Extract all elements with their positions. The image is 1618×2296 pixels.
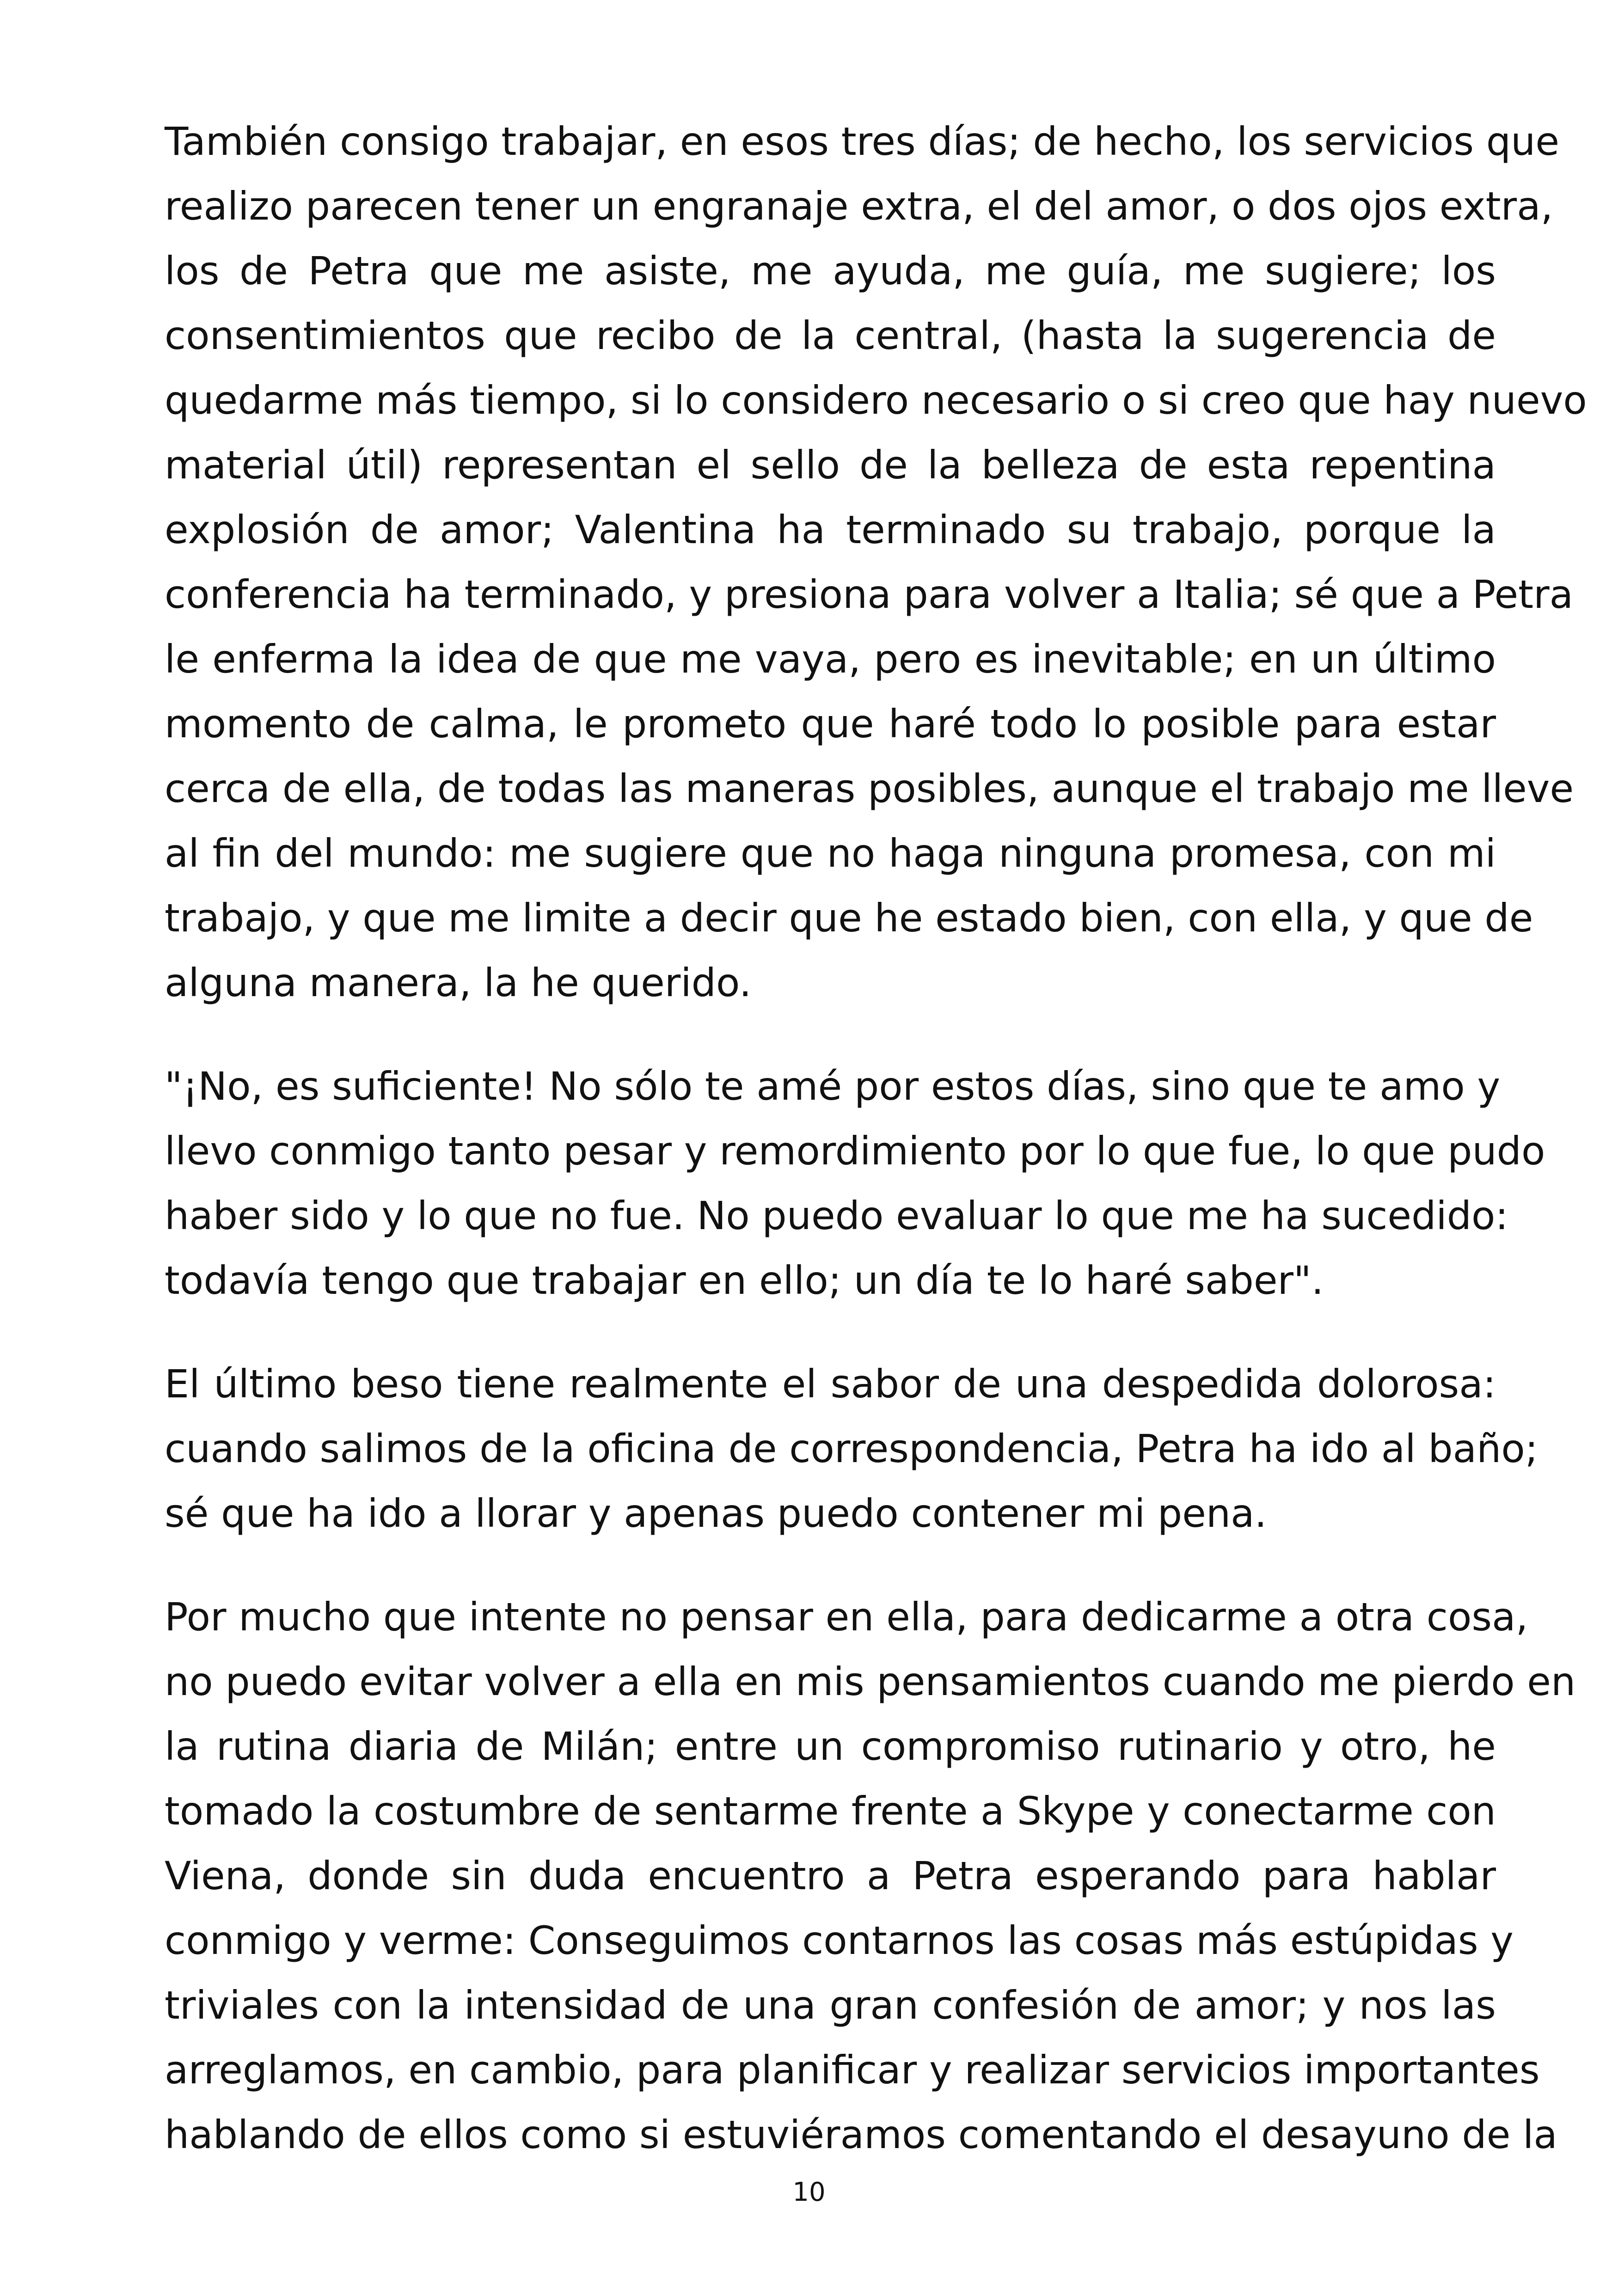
text-line: hablando de ellos como si estuviéramos comentando el desayuno de la [165,2112,1557,2157]
text-line: cuando salimos de la oficina de correspondencia, Petra ha ido al baño; [165,1426,1538,1471]
text-line: sé que ha ido a llorar y apenas puedo contener mi pena. [165,1491,1267,1536]
text-line: Por mucho que intente no pensar en ella, para dedicarme a otra cosa, [165,1594,1528,1640]
text-line: haber sido y lo que no fue. No puedo evaluar lo que me ha sucedido: [165,1193,1508,1238]
text-line: la rutina diaria de Milán; entre un compromiso rutinario y otro, he [165,1724,1496,1769]
text-line: tomado la costumbre de sentarme frente a Skype y conectarme con [165,1788,1496,1834]
page-body [165,109,1587,2206]
text-line: material útil) representan el sello de la belleza de esta repentina [165,442,1496,488]
text-line: arreglamos, en cambio, para planificar y realizar servicios importantes [165,2047,1540,2093]
text-line: cerca de ella, de todas las maneras posibles, aunque el trabajo me lleve [165,766,1574,811]
text-line: consentimientos que recibo de la central, (hasta la sugerencia de [165,313,1496,358]
text-line: al fin del mundo: me sugiere que no haga ninguna promesa, con mi [165,831,1496,876]
text-line: trabajo, y que me limite a decir que he estado bien, con ella, y que de [165,895,1533,941]
text-line: quedarme más tiempo, si lo considero necesario o si creo que hay nuevo [165,378,1587,423]
page-number: 10 [792,2177,826,2207]
text-line: conferencia ha terminado, y presiona para volver a Italia; sé que a Petra [165,572,1574,617]
text-line: El último beso tiene realmente el sabor de una despedida dolorosa: [165,1361,1496,1407]
text-line: le enferma la idea de que me vaya, pero es inevitable; en un último [165,637,1496,682]
text-line: realizo parecen tener un engranaje extra, el del amor, o dos ojos extra, [165,184,1553,229]
text-line: momento de calma, le prometo que haré todo lo posible para estar [165,701,1496,747]
text-line: También consigo trabajar, en esos tres días; de hecho, los servicios que [165,119,1560,164]
paragraph-3 [165,1352,1538,1546]
text-line: alguna manera, la he querido. [165,960,752,1005]
text-line: todavía tengo que trabajar en ello; un día te lo haré saber". [165,1258,1324,1303]
text-line: explosión de amor; Valentina ha terminado su trabajo, porque la [165,507,1496,552]
text-line: llevo conmigo tanto pesar y remordimiento por lo que fue, lo que pudo [165,1128,1545,1174]
text-line: conmigo y verme: Conseguimos contarnos las cosas más estúpidas y [165,1918,1514,1963]
text-line: triviales con la intensidad de una gran confesión de amor; y nos las [165,1983,1496,2028]
text-line: Viena, donde sin duda encuentro a Petra esperando para hablar [165,1853,1496,1898]
paragraph-2 [165,1054,1545,1313]
paragraph-4 [165,1585,1576,2167]
text-line: no puedo evitar volver a ella en mis pensamientos cuando me pierdo en [165,1659,1576,1704]
text-line: "¡No, es suficiente! No sólo te amé por estos días, sino que te amo y [165,1064,1501,1109]
paragraph-1 [165,109,1587,1015]
text-line: los de Petra que me asiste, me ayuda, me guía, me sugiere; los [165,248,1496,294]
